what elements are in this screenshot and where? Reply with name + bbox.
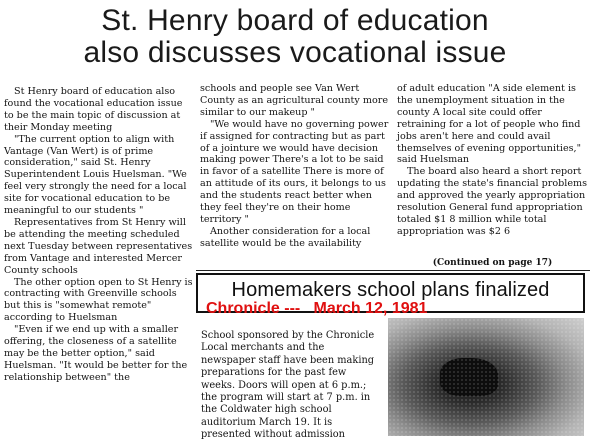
article-column-2 (200, 83, 392, 250)
paragraph: Another consideration for a local satellite would be the availability (200, 225, 371, 249)
sidebar-title: Homemakers school plans finalized (231, 279, 550, 301)
article-column-1 (4, 86, 195, 384)
paragraph: of adult education "A side element is the unemployment situation in the county A local site could offer retraining for a lot of people who find jobs aren't here and could avail themselves of evening opportunities," said Huelsman (397, 83, 582, 166)
headline-line-1: St. Henry board of education (101, 4, 489, 37)
section-divider (196, 270, 590, 271)
sidebar-body (201, 330, 381, 442)
continued-note: (Continued on page 17) (432, 258, 553, 268)
headline-line-2: also discusses vocational issue (83, 36, 507, 69)
paragraph: "We would have no governing power if assigned for contracting but as part of a jointure we would have decision making power There's a lot to be said in favor of a satellite There is more of an attitude of its ours, it belongs to us and the students react better when they feel they're on their home territory " (200, 118, 389, 225)
paragraph: schools and people see Van Wert County as an agricultural county more similar to our makeup " (200, 83, 389, 118)
paragraph: "The current option to align with Vantage (Van Wert) is of prime consideration," said St. Henry Superintendent Louis Huelsman. "We feel very strongly the need for a local site for vocational education to be meaningful to our students " (4, 133, 187, 217)
source-note: Chronicle --- March 12, 1981 (206, 300, 428, 317)
photo-halftone (388, 318, 584, 436)
newspaper-photo (388, 318, 584, 436)
paragraph: The board also heard a short report updating the state's financial problems and approved the yearly appropriation resolution General fund appropriation totaled $1 8 million while total appropriation was $2 6 (397, 166, 588, 237)
paragraph: St Henry board of education also found the vocational education issue to be the main topic of discussion at their Monday meeting (4, 86, 183, 133)
article-column-3 (397, 83, 588, 238)
paragraph: "Even if we end up with a smaller offering, the closeness of a satellite may be the better option," said Huelsman. "It would be better for the relationship between" the (4, 324, 188, 383)
paragraph: Representatives from St Henry will be attending the meeting scheduled next Tuesday between representatives from Vantage and interested Mercer County schools (4, 216, 193, 276)
paragraph: The other option open to St Henry is contracting with Greenville schools but this is "somewhat remote" according to Huelsman (4, 276, 193, 324)
paragraph: School sponsored by the Chronicle Local merchants and the newspaper staff have been making preparations for the past few weeks. Doors will open at 6 p.m.; the program will start at 7 p.m. in the Coldwater high school auditorium March 19. It is presented without admission (201, 330, 375, 441)
